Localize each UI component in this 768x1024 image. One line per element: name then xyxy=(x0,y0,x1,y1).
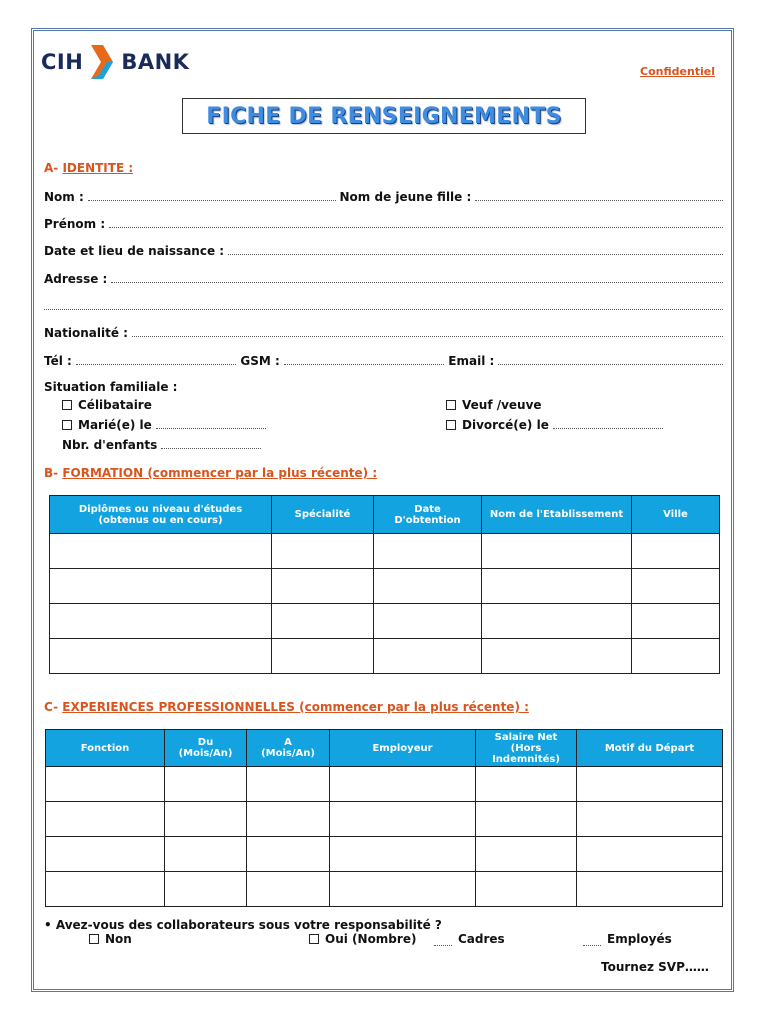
table-cell[interactable] xyxy=(50,569,272,604)
nationalite-label: Nationalité : xyxy=(44,326,128,340)
nbr-enfants-label: Nbr. d'enfants xyxy=(62,438,158,452)
nom-label: Nom : xyxy=(44,190,84,204)
table-cell[interactable] xyxy=(476,837,577,872)
nbr-enfants-row xyxy=(62,438,265,452)
marie-date-field[interactable] xyxy=(156,427,266,429)
table-cell[interactable] xyxy=(374,569,482,604)
table-cell[interactable] xyxy=(50,604,272,639)
nationalite-row xyxy=(44,324,727,340)
nom-field[interactable] xyxy=(88,199,336,201)
adresse-line2-row xyxy=(44,297,727,313)
collaborateurs-question: • Avez-vous des collaborateurs sous votre responsabilité ? xyxy=(44,918,442,932)
employes-field[interactable] xyxy=(583,945,601,946)
cadres-field[interactable] xyxy=(434,945,452,946)
table-cell[interactable] xyxy=(577,802,723,837)
tel-field[interactable] xyxy=(76,363,237,365)
nbr-enfants-field[interactable] xyxy=(161,447,261,449)
table-cell[interactable] xyxy=(330,767,476,802)
table-cell[interactable] xyxy=(46,802,165,837)
checkbox-icon[interactable] xyxy=(309,934,319,944)
formation-table xyxy=(49,495,720,674)
formation-header-cell: Spécialité xyxy=(272,496,374,534)
experiences-header-cell: A (Mois/An) xyxy=(247,730,330,767)
table-row xyxy=(50,604,720,639)
contact-row xyxy=(44,352,727,368)
table-row xyxy=(46,802,723,837)
section-a-prefix: A- xyxy=(44,161,63,175)
table-cell[interactable] xyxy=(476,802,577,837)
table-cell[interactable] xyxy=(577,872,723,907)
adresse-row xyxy=(44,270,727,286)
table-row xyxy=(50,569,720,604)
nationalite-field[interactable] xyxy=(132,335,723,337)
section-c-label: EXPERIENCES PROFESSIONNELLES (commencer par la plus récente) : xyxy=(62,700,529,714)
prenom-label: Prénom : xyxy=(44,217,106,231)
cadres-item xyxy=(434,932,505,946)
experiences-table xyxy=(45,729,723,907)
divorce-label: Divorcé(e) le xyxy=(462,418,549,432)
table-cell[interactable] xyxy=(247,837,330,872)
confidential-label: Confidentiel xyxy=(640,65,716,78)
non-label: Non xyxy=(105,932,132,946)
table-cell[interactable] xyxy=(330,802,476,837)
table-cell[interactable] xyxy=(374,534,482,569)
employes-item xyxy=(583,932,672,946)
experiences-header-cell: Motif du Départ xyxy=(577,730,723,767)
table-cell[interactable] xyxy=(50,534,272,569)
table-cell[interactable] xyxy=(482,534,632,569)
prenom-field[interactable] xyxy=(109,226,723,228)
checkbox-icon[interactable] xyxy=(62,400,72,410)
logo-arrow-icon xyxy=(89,43,115,81)
gsm-field[interactable] xyxy=(284,363,445,365)
section-c-title xyxy=(44,700,529,714)
table-cell[interactable] xyxy=(577,767,723,802)
formation-header-cell: Date D'obtention xyxy=(374,496,482,534)
table-cell[interactable] xyxy=(374,604,482,639)
table-cell[interactable] xyxy=(247,872,330,907)
table-cell[interactable] xyxy=(165,837,247,872)
email-label: Email : xyxy=(448,354,495,368)
tournez-svp: Tournez SVP…… xyxy=(601,960,709,974)
title-box xyxy=(182,98,586,134)
table-cell[interactable] xyxy=(632,569,720,604)
divorce-date-field[interactable] xyxy=(553,427,663,429)
table-cell[interactable] xyxy=(482,569,632,604)
section-a-title xyxy=(44,161,133,175)
formation-header-cell: Nom de l'Etablissement xyxy=(482,496,632,534)
employes-label: Employés xyxy=(607,932,672,946)
logo-text-right: BANK xyxy=(121,50,190,74)
section-a-label: IDENTITE : xyxy=(62,161,134,175)
section-b-title xyxy=(44,466,377,480)
prenom-row xyxy=(44,215,727,231)
marie-option[interactable] xyxy=(62,418,270,432)
section-c-prefix: C- xyxy=(44,700,63,714)
oui-label: Oui (Nombre) xyxy=(325,932,417,946)
adresse-label: Adresse : xyxy=(44,272,108,286)
experiences-header-cell: Salaire Net (Hors Indemnités) xyxy=(476,730,577,767)
situation-row xyxy=(44,378,727,394)
divorce-option[interactable] xyxy=(446,418,667,432)
date-lieu-row xyxy=(44,242,727,258)
table-cell[interactable] xyxy=(577,837,723,872)
veuf-label: Veuf /veuve xyxy=(462,398,542,412)
celibataire-option[interactable] xyxy=(62,398,152,412)
page-title: FICHE DE RENSEIGNEMENTS xyxy=(206,103,562,129)
formation-header-row xyxy=(50,496,720,534)
table-cell[interactable] xyxy=(330,872,476,907)
experiences-header-row xyxy=(46,730,723,767)
table-cell[interactable] xyxy=(632,639,720,674)
tel-label: Tél : xyxy=(44,354,72,368)
marie-label: Marié(e) le xyxy=(78,418,152,432)
table-row xyxy=(50,534,720,569)
table-cell[interactable] xyxy=(632,604,720,639)
table-cell[interactable] xyxy=(374,639,482,674)
experiences-header-cell: Du (Mois/An) xyxy=(165,730,247,767)
table-row xyxy=(46,767,723,802)
oui-option[interactable] xyxy=(309,932,416,946)
date-lieu-field[interactable] xyxy=(228,253,723,255)
formation-header-cell: Ville xyxy=(632,496,720,534)
experiences-header-cell: Fonction xyxy=(46,730,165,767)
table-cell[interactable] xyxy=(272,639,374,674)
checkbox-icon[interactable] xyxy=(446,400,456,410)
table-cell[interactable] xyxy=(46,767,165,802)
checkbox-icon[interactable] xyxy=(89,934,99,944)
table-cell[interactable] xyxy=(165,872,247,907)
table-cell[interactable] xyxy=(272,569,374,604)
nom-jeune-fille-label: Nom de jeune fille : xyxy=(339,190,472,204)
table-cell[interactable] xyxy=(46,872,165,907)
situation-label: Situation familiale : xyxy=(44,380,178,394)
table-cell[interactable] xyxy=(330,837,476,872)
veuf-option[interactable] xyxy=(446,398,542,412)
table-cell[interactable] xyxy=(482,604,632,639)
table-cell[interactable] xyxy=(50,639,272,674)
non-option[interactable] xyxy=(89,932,132,946)
table-row xyxy=(46,837,723,872)
formation-header-cell: Diplômes ou niveau d'études (obtenus ou en cours) xyxy=(50,496,272,534)
section-b-prefix: B- xyxy=(44,466,63,480)
nom-jeune-fille-field[interactable] xyxy=(475,199,723,201)
cih-bank-logo xyxy=(41,40,189,84)
table-cell[interactable] xyxy=(272,604,374,639)
table-cell[interactable] xyxy=(482,639,632,674)
logo-text-left: CIH xyxy=(41,50,84,74)
table-cell[interactable] xyxy=(165,767,247,802)
table-cell[interactable] xyxy=(247,767,330,802)
email-field[interactable] xyxy=(498,363,723,365)
checkbox-icon[interactable] xyxy=(62,420,72,430)
table-cell[interactable] xyxy=(165,802,247,837)
table-cell[interactable] xyxy=(247,802,330,837)
table-cell[interactable] xyxy=(476,872,577,907)
experiences-header-cell: Employeur xyxy=(330,730,476,767)
celibataire-label: Célibataire xyxy=(78,398,152,412)
adresse-line2-field[interactable] xyxy=(44,308,723,310)
table-cell[interactable] xyxy=(476,767,577,802)
table-row xyxy=(50,639,720,674)
table-cell[interactable] xyxy=(272,534,374,569)
section-b-label: FORMATION (commencer par la plus récente) : xyxy=(62,466,378,480)
table-row xyxy=(46,872,723,907)
table-cell[interactable] xyxy=(46,837,165,872)
table-cell[interactable] xyxy=(632,534,720,569)
nom-row xyxy=(44,188,727,204)
gsm-label: GSM : xyxy=(240,354,280,368)
cadres-label: Cadres xyxy=(458,932,505,946)
adresse-field[interactable] xyxy=(111,281,723,283)
date-lieu-label: Date et lieu de naissance : xyxy=(44,244,225,258)
checkbox-icon[interactable] xyxy=(446,420,456,430)
